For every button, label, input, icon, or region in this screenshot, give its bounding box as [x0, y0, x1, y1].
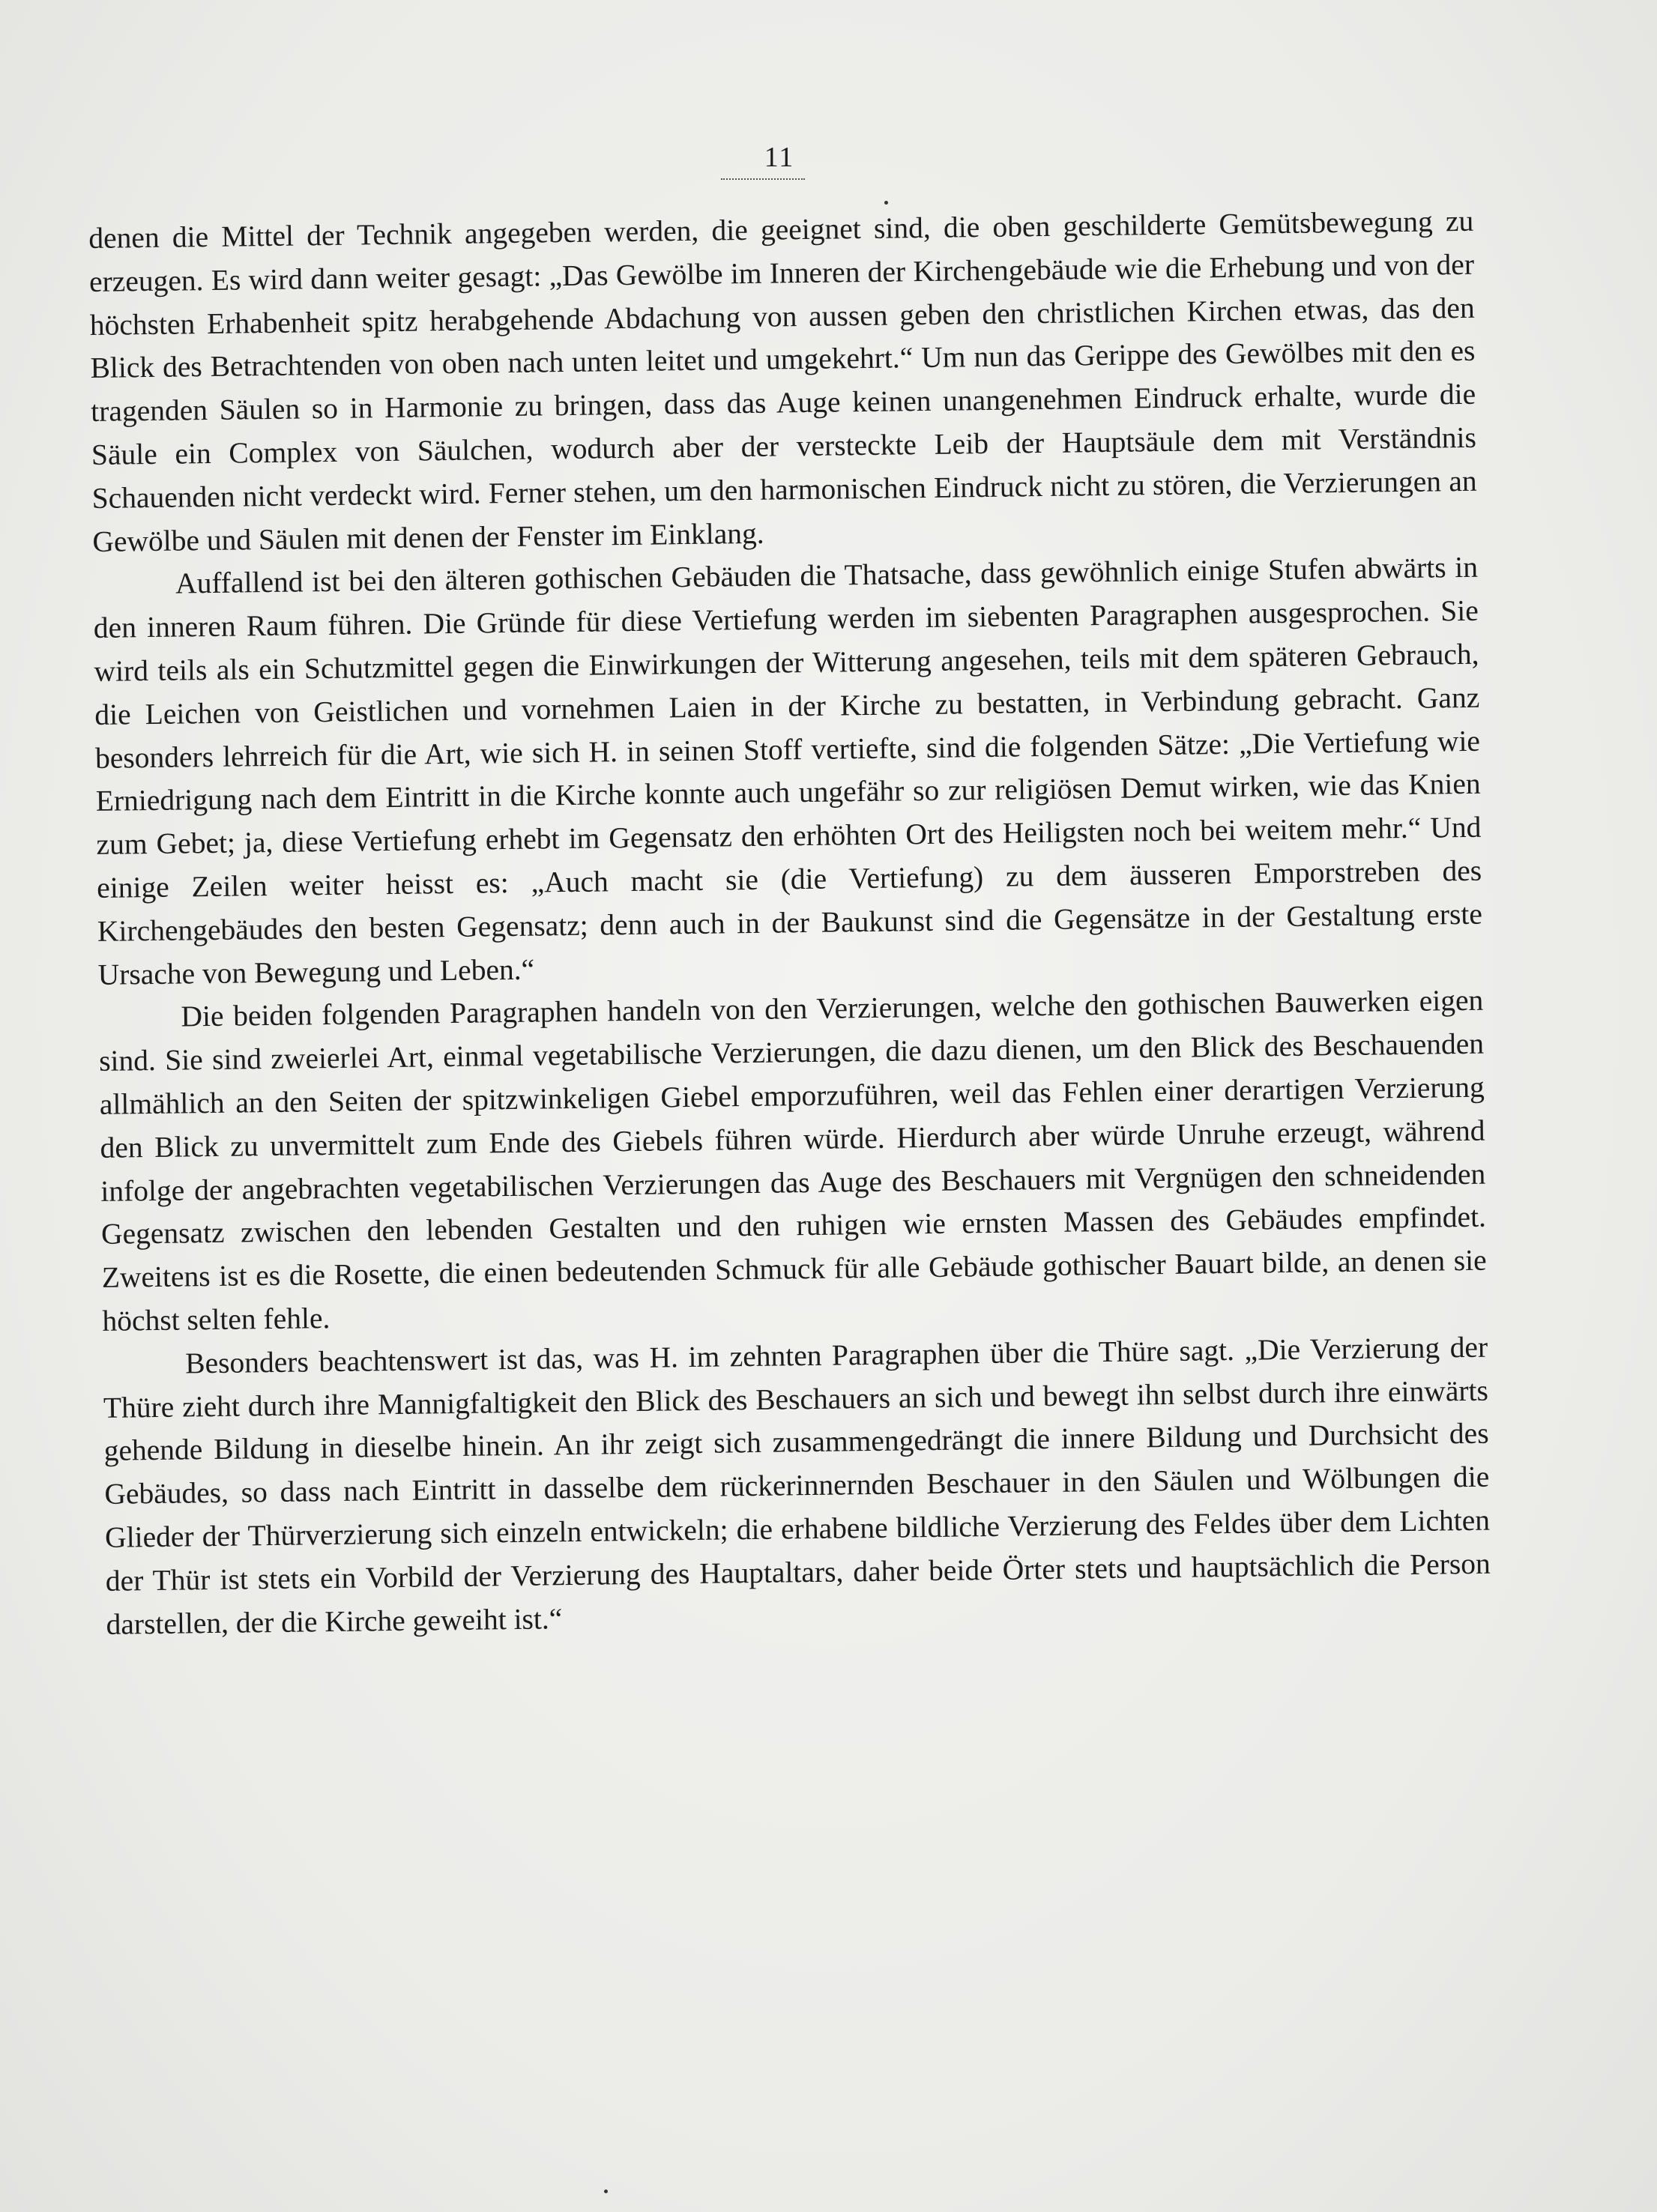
- page-number: 11: [764, 142, 795, 173]
- paragraph-1: denen die Mittel der Technik angegeben werden, die geeignet sind, die oben geschilderte Gemütsbewegung zu erzeugen. Es wird dann weiter gesagt: „Das Gewölbe im Inneren der Kirchengebäude wie die Erhebung und von der höchsten Erhabenheit spitz herabgehende Abdachung von aussen geben den christlichen Kirchen etwas, das den Blick des Betrachtenden von oben nach unten leitet und umgekehrt.“ Um nun das Gerippe des Gewölbes mit den es tragenden Säulen so in Harmonie zu bringen, dass das Auge keinen unangenehmen Eindruck erhalte, wurde die Säule ein Complex von Säulchen, wodurch aber der versteckte Leib der Hauptsäule dem mit Verständnis Schauenden nicht verdeckt wird. Ferner stehen, um den harmonischen Eindruck nicht zu stören, die Verzierungen an Gewölbe und Säulen mit denen der Fenster im Einklang.: [88, 204, 1477, 558]
- paragraph-2: Auffallend ist bei den älteren gothischen Gebäuden die Thatsache, dass gewöhnlich einige Stufen abwärts in den inneren Raum führen. Die Gründe für diese Vertiefung werden im siebenten Paragraphen ausgesprochen. Sie wird teils als ein Schutzmittel gegen die Einwirkungen der Witterung angesehen, teils mit dem späteren Gebrauch, die Leichen von Geistlichen und vornehmen Laien in der Kirche zu bestatten, in Verbindung gebracht. Ganz besonders lehrreich für die Art, wie sich H. in seinen Stoff vertiefte, sind die folgenden Sätze: „Die Vertiefung wie Erniedrigung nach dem Eintritt in die Kirche konnte auch ungefähr so zur religiösen Demut wirken, wie das Knien zum Gebet; ja, diese Vertiefung erhebt im Gegensatz den erhöhten Ort des Heiligsten noch bei weitem mehr.“ Und einige Zeilen weiter heisst es: „Auch macht sie (die Vertiefung) zu dem äusseren Emporstreben des Kirchengebäudes den besten Gegensatz; denn auch in der Baukunst sind die Gegensätze in der Gestaltung erste Ursache von Bewegung und Leben.“: [93, 551, 1483, 991]
- paragraph-3: Die beiden folgenden Paragraphen handeln von den Verzierungen, welche den gothischen Bauwerken eigen sind. Sie sind zweierlei Art, einmal vegetabilische Verzierungen, die dazu dienen, um den Blick des Beschauenden allmählich an den Seiten der spitzwinkeligen Giebel emporzuführen, weil das Fehlen einer derartigen Verzierung den Blick zu unvermittelt zum Ende des Giebels führen würde. Hierdurch aber würde Unruhe erzeugt, während infolge der angebrachten vegetabilischen Verzierungen das Auge des Beschauers mit Vergnügen den schneidenden Gegensatz zwischen den lebenden Gestalten und den ruhigen wie ernsten Massen des Gebäudes empfindet. Zweitens ist es die Rosette, die einen bedeutenden Schmuck für alle Gebäude gothischer Bauart bilde, an denen sie höchst selten fehle.: [98, 984, 1487, 1338]
- page-number-ornament: [721, 178, 805, 180]
- paragraph-4: Besonders beachtenswert ist das, was H. im zehnten Paragraphen über die Thüre sagt. „Die Verzierung der Thüre zieht durch ihre Mannigfaltigkeit den Blick des Beschauers an sich und bewegt ihn selbst durch ihre einwärts gehende Bildung in dieselbe hinein. An ihr zeigt sich zusammengedrängt die innere Bildung und Durchsicht des Gebäudes, so dass nach Eintritt in dasselbe dem rückerinnernden Beschauer in den Säulen und Wölbungen die Glieder der Thürverzierung sich einzeln entwickeln; die erhabene bildliche Verzierung des Feldes über dem Lichten der Thür ist stets ein Vorbild der Verzierung des Hauptaltars, daher beide Örter stets und hauptsächlich die Person darstellen, der die Kirche geweiht ist.“: [103, 1330, 1491, 1641]
- speck: [884, 201, 888, 205]
- speck: [604, 2190, 608, 2193]
- body-text: [88, 200, 1491, 1646]
